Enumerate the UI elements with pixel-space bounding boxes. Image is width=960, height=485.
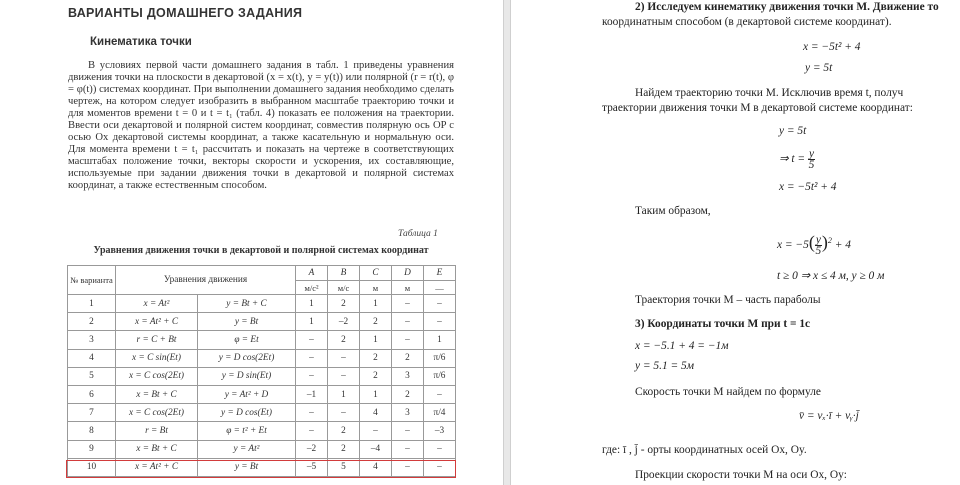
cell-n: 2 <box>68 313 116 331</box>
param-header: E <box>424 266 456 281</box>
text-line: Скорость точки М найдем по формуле <box>635 386 821 398</box>
cell-C: 2 <box>360 349 392 367</box>
cell-B: 2 <box>328 422 360 440</box>
cell-D: 3 <box>392 404 424 422</box>
cell-A: – <box>296 367 328 385</box>
cell-D: – <box>392 458 424 476</box>
param-header: D <box>392 266 424 281</box>
cell-C: 2 <box>360 313 392 331</box>
cell-eq1: x = C cos(2Et) <box>116 404 198 422</box>
equation: y = 5t <box>779 125 807 137</box>
text-line: Таким образом, <box>635 205 711 217</box>
cell-E: – <box>424 313 456 331</box>
equation: x = −5.1 + 4 = −1м <box>635 340 729 352</box>
cell-eq1: r = Bt <box>116 422 198 440</box>
cell-D: – <box>392 313 424 331</box>
cell-n: 7 <box>68 404 116 422</box>
cell-eq2: y = At² + D <box>198 385 296 403</box>
cell-D: 3 <box>392 367 424 385</box>
equation-domain: t ≥ 0 ⇒ x ≤ 4 м, y ≥ 0 м <box>777 270 885 282</box>
cell-A: – <box>296 422 328 440</box>
cell-n: 8 <box>68 422 116 440</box>
equation-velocity: v̄ = vₓ·ī + vᵧ·j̄ <box>799 410 859 422</box>
table-row <box>68 331 456 349</box>
cell-D: – <box>392 295 424 313</box>
equation-y: y = 5t <box>805 62 833 74</box>
unit-cell: м/с <box>328 281 360 295</box>
cell-n: 3 <box>68 331 116 349</box>
cell-E: –3 <box>424 422 456 440</box>
page-divider <box>503 0 511 485</box>
cell-eq2: y = Bt + C <box>198 295 296 313</box>
table-title: Уравнения движения точки в декартовой и полярной системах координат <box>93 245 429 256</box>
highlight-variant-10 <box>66 460 456 478</box>
table-row <box>68 440 456 458</box>
cell-n: 1 <box>68 295 116 313</box>
text-line: 2) Исследуем кинематику движения точки М. Движение то <box>635 1 939 13</box>
text-line: Проекции скорости точки М на оси Ox, Oy: <box>635 469 847 481</box>
unit-cell: м <box>392 281 424 295</box>
cell-D: – <box>392 422 424 440</box>
cell-eq1: x = C sin(Et) <box>116 349 198 367</box>
cell-eq1: x = Bt + C <box>116 440 198 458</box>
cell-C: 4 <box>360 458 392 476</box>
section-heading: 3) Координаты точки М при t = 1c <box>635 318 811 330</box>
cell-D: 2 <box>392 349 424 367</box>
cell-eq2: y = Bt <box>198 313 296 331</box>
cell-n: 10 <box>68 458 116 476</box>
table-row <box>68 295 456 313</box>
cell-E: π/6 <box>424 367 456 385</box>
cell-eq2: φ = t² + Et <box>198 422 296 440</box>
cell-A: – <box>296 404 328 422</box>
cell-E: π/6 <box>424 349 456 367</box>
param-header: A <box>296 266 328 281</box>
cell-A: 1 <box>296 313 328 331</box>
cell-eq1: x = C cos(2Et) <box>116 367 198 385</box>
cell-E: π/4 <box>424 404 456 422</box>
cell-A: – <box>296 349 328 367</box>
cell-B: – <box>328 367 360 385</box>
cell-E: – <box>424 385 456 403</box>
page-header: ВАРИАНТЫ ДОМАШНЕГО ЗАДАНИЯ <box>68 6 303 20</box>
text-line: траектории движения точки М в декартовой системе координат: <box>602 102 913 114</box>
table-row <box>68 313 456 331</box>
cell-D: 2 <box>392 385 424 403</box>
motion-equations-table <box>67 265 456 477</box>
cell-E: – <box>424 440 456 458</box>
cell-A: –2 <box>296 440 328 458</box>
cell-eq2: y = D cos(Et) <box>198 404 296 422</box>
unit-cell: — <box>424 281 456 295</box>
cell-C: 1 <box>360 385 392 403</box>
param-header: C <box>360 266 392 281</box>
equation: y = 5.1 = 5м <box>635 360 695 372</box>
table-row <box>68 422 456 440</box>
equation: x = −5t² + 4 <box>779 181 837 193</box>
cell-n: 4 <box>68 349 116 367</box>
cell-eq1: x = Bt + C <box>116 385 198 403</box>
col-equations-header: Уравнения движения <box>116 266 296 295</box>
table-number: Таблица 1 <box>398 229 438 239</box>
cell-n: 5 <box>68 367 116 385</box>
unit-cell: м <box>360 281 392 295</box>
cell-eq2: y = D cos(2Et) <box>198 349 296 367</box>
cell-eq1: r = C + Bt <box>116 331 198 349</box>
unit-cell: м/с² <box>296 281 328 295</box>
cell-C: 2 <box>360 367 392 385</box>
cell-B: – <box>328 349 360 367</box>
cell-C: 1 <box>360 331 392 349</box>
text-line: Найдем траекторию точки М. Исключив время t, получ <box>635 87 904 99</box>
text-line: Траектория точки М – часть параболы <box>635 294 821 306</box>
right-page <box>511 0 960 485</box>
cell-eq2: y = D sin(Et) <box>198 367 296 385</box>
table-row <box>68 367 456 385</box>
cell-A: –5 <box>296 458 328 476</box>
equation-x: x = −5t² + 4 <box>803 41 861 53</box>
table-row <box>68 349 456 367</box>
cell-B: 2 <box>328 331 360 349</box>
section-title: Кинематика точки <box>90 36 192 48</box>
cell-C: –4 <box>360 440 392 458</box>
table-row <box>68 385 456 403</box>
cell-E: 1 <box>424 331 456 349</box>
cell-C: 4 <box>360 404 392 422</box>
cell-C: 1 <box>360 295 392 313</box>
cell-B: 2 <box>328 440 360 458</box>
equation-trajectory: x = −5( $\frac{y}{5}$ )$^2$ + 4 <box>777 232 851 257</box>
cell-eq1: x = At² + C <box>116 313 198 331</box>
cell-B: –2 <box>328 313 360 331</box>
cell-eq2: y = At² <box>198 440 296 458</box>
cell-A: –1 <box>296 385 328 403</box>
table-header-row <box>68 266 456 281</box>
text-line: координатным способом (в декартовой системе координат). <box>602 16 892 28</box>
cell-eq1: x = At² <box>116 295 198 313</box>
cell-eq2: φ = Et <box>198 331 296 349</box>
cell-C: – <box>360 422 392 440</box>
cell-D: – <box>392 440 424 458</box>
task-paragraph: В условиях первой части домашнего задания в табл. 1 приведены уравнения движения точки на плоскости в декартовой (x = x(t), y = y(t)) или полярной (r = r(t), φ = φ(t)) системах координат. При выполнении домашнего задания необходимо сделать чертеж, на котором следует изобразить в выбранном масштабе траекторию точки и для моментов времени t = 0 и t = t₁ (табл. 4) показать ее положения на траектории. Ввести оси декартовой и полярной систем координат, совместив полярную ось OP с осью Ox декартовой системы координат, а также касательную и нормальную оси. Для момента времени t = t₁ рассчитать и показать на чертеже в соответствующих масштабах положение точки, векторы скорости и ускорения, их составляющие, используемые при задании движения точки в декартовой и полярной системах координат, а также естественным способом. <box>68 60 454 191</box>
cell-B: 1 <box>328 385 360 403</box>
cell-eq2: y = Bt <box>198 458 296 476</box>
table-row <box>68 404 456 422</box>
cell-E: – <box>424 458 456 476</box>
param-header: B <box>328 266 360 281</box>
equation-t: ⇒ t = $\frac{y}{5}$ <box>779 148 815 171</box>
text-line: где: ī , j̄ - орты координатных осей Ox, Oy. <box>602 444 807 456</box>
cell-eq1: x = At² + C <box>116 458 198 476</box>
cell-B: 5 <box>328 458 360 476</box>
cell-B: 2 <box>328 295 360 313</box>
cell-A: 1 <box>296 295 328 313</box>
cell-n: 6 <box>68 385 116 403</box>
cell-E: – <box>424 295 456 313</box>
cell-n: 9 <box>68 440 116 458</box>
cell-D: – <box>392 331 424 349</box>
cell-B: – <box>328 404 360 422</box>
cell-A: – <box>296 331 328 349</box>
col-variant-header: № варианта <box>68 266 116 295</box>
